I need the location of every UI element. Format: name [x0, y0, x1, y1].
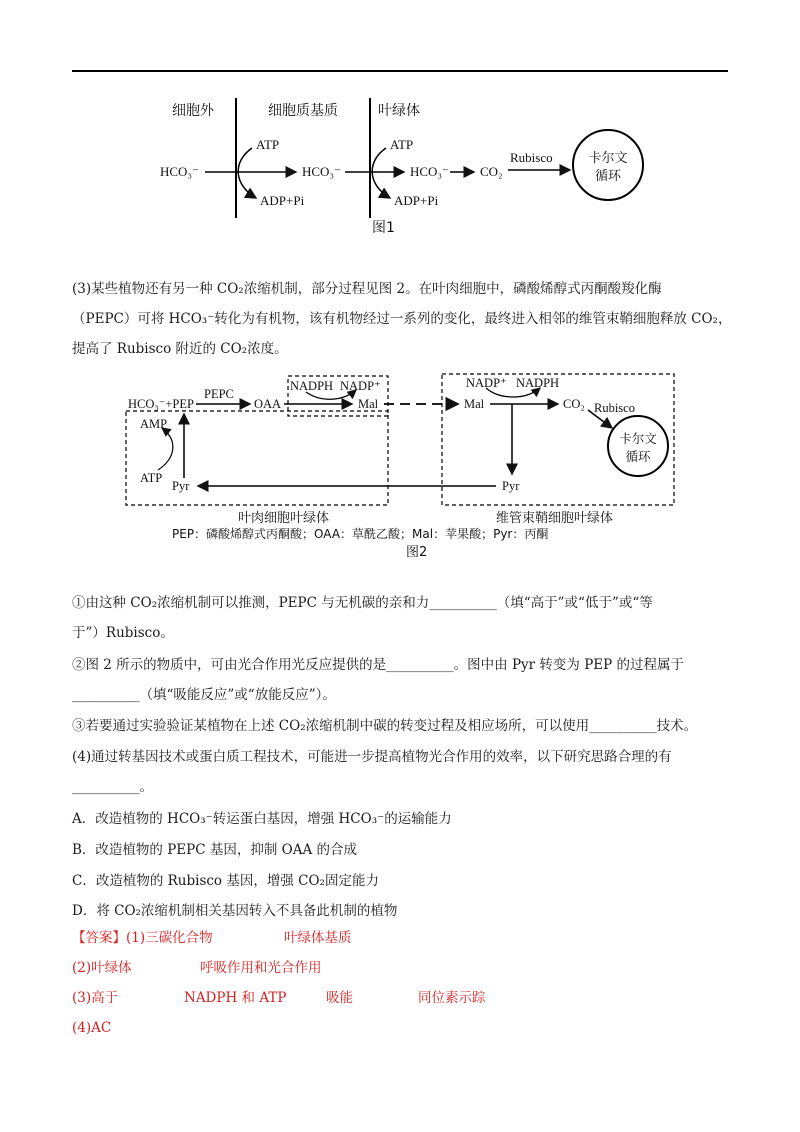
calvin-cycle-2-line1: 卡尔文 — [619, 431, 657, 446]
question-3-line-1: (3)某些植物还有另一种 CO₂浓缩机制，部分过程见图 2。在叶肉细胞中，磷酸烯醇式丙酮酸羧化酶 — [72, 281, 662, 297]
atp-amp-curve — [158, 428, 173, 470]
answer-1a: (1)三碳化合物 — [126, 930, 213, 946]
question-3-line-3: 提高了 Rubisco 附近的 CO₂浓度。 — [72, 341, 288, 357]
answer-4: (4)AC — [72, 1020, 112, 1036]
option-b: B．改造植物的 PEPC 基因，抑制 OAA 的合成 — [72, 842, 358, 858]
atp-label-1: ATP — [256, 137, 280, 152]
mal-left-label: Mal — [358, 397, 379, 411]
answer-3c: 吸能 — [326, 990, 353, 1006]
hco3-cytoplasm: HCO₃⁻ — [302, 164, 341, 179]
rubisco-label: Rubisco — [510, 150, 553, 165]
figure-2-caption: 图2 — [406, 545, 428, 560]
calvin-cycle-circle-2 — [608, 416, 668, 476]
answer-block — [72, 928, 732, 1038]
region-outside-label: 细胞外 — [172, 103, 214, 119]
question-3-line-2: （PEPC）可将 HCO₃⁻转化为有机物，该有机物经过一系列的变化，最终进入相邻的维管束鞘细胞释放 CO₂， — [72, 311, 732, 327]
mal-right-label: Mal — [464, 397, 485, 411]
amp-label: AMP — [140, 417, 168, 431]
answer-3d: 同位素示踪 — [418, 990, 486, 1006]
nadp-left-label: NADP⁺ — [340, 379, 381, 393]
figure-2-legend: PEP：磷酸烯醇式丙酮酸；OAA：草酰乙酸；Mal：苹果酸；Pyr：丙酮 — [172, 527, 549, 541]
header-rule — [72, 70, 728, 72]
pyr-left-label: Pyr — [172, 479, 190, 493]
oaa-label: OAA — [254, 397, 282, 411]
pepc-label: PEPC — [204, 387, 234, 401]
region-chloroplast-label: 叶绿体 — [378, 103, 420, 119]
nadp-right-label: NADP⁺ — [466, 376, 507, 390]
calvin-cycle-line1: 卡尔文 — [588, 151, 628, 166]
mesophyll-label: 叶肉细胞叶绿体 — [238, 511, 330, 526]
option-d: D．将 CO₂浓缩机制相关基因转入不具备此机制的植物 — [72, 903, 398, 919]
energy-curve-2 — [372, 148, 390, 198]
co2-product: CO₂ — [480, 164, 503, 179]
answer-3b: NADPH 和 ATP — [184, 990, 287, 1006]
nadph-left-label: NADPH — [290, 379, 334, 393]
answer-1b: 叶绿体基质 — [284, 930, 352, 946]
rubisco-label-2: Rubisco — [594, 401, 635, 415]
subquestion-3: ③若要通过实验验证某植物在上述 CO₂浓缩机制中碳的转变过程及相应场所，可以使用__________技术。 — [72, 718, 698, 734]
atp-label-2: ATP — [390, 137, 414, 152]
hco3-outside: HCO₃⁻ — [160, 164, 199, 179]
answer-label: 【答案】 — [72, 930, 126, 946]
subquestion-2-line-2: __________（填“吸能反应”或“放能反应”）。 — [72, 687, 336, 703]
question-4-line-1: (4)通过转基因技术或蛋白质工程技术，可能进一步提高植物光合作用的效率，以下研究思路合理的有 — [72, 749, 672, 765]
subquestion-2-line-1: ②图 2 所示的物质中，可由光合作用光反应提供的是__________。图中由 Pyr 转变为 PEP 的过程属于 — [72, 657, 685, 673]
answer-2a: (2)叶绿体 — [72, 960, 132, 976]
adp-label-2: ADP+Pi — [394, 193, 439, 208]
nadph-right-label: NADPH — [516, 376, 560, 390]
pyr-right-label: Pyr — [502, 479, 520, 493]
figure-2 — [0, 366, 800, 571]
calvin-cycle-2-line2: 循环 — [625, 449, 651, 464]
bundle-sheath-label: 维管束鞘细胞叶绿体 — [496, 511, 614, 526]
energy-curve-1 — [238, 148, 256, 198]
figure-1-caption: 图1 — [372, 220, 395, 236]
hco3-pep-label: HCO₃⁻+PEP — [128, 397, 194, 411]
question-4-line-2: __________。 — [72, 779, 153, 795]
atp-label-fig2: ATP — [140, 471, 163, 485]
option-a: A．改造植物的 HCO₃⁻转运蛋白基因，增强 HCO₃⁻的运输能力 — [72, 811, 452, 827]
calvin-cycle-line2: 循环 — [594, 169, 622, 184]
hco3-chloroplast: HCO₃⁻ — [410, 164, 449, 179]
subquestion-1-line-1: ①由这种 CO₂浓缩机制可以推测，PEPC 与无机碳的亲和力__________（填“高于”或“低于”或“等 — [72, 595, 653, 611]
region-cytoplasm-label: 细胞质基质 — [268, 103, 338, 119]
subquestion-1-line-2: 于”）Rubisco。 — [72, 625, 174, 641]
figure-1 — [0, 90, 800, 240]
answer-3a: (3)高于 — [72, 990, 119, 1006]
adp-label-1: ADP+Pi — [260, 193, 305, 208]
option-c: C．改造植物的 Rubisco 基因，增强 CO₂固定能力 — [72, 873, 379, 889]
co2-label: CO₂ — [563, 397, 585, 411]
answer-2b: 呼吸作用和光合作用 — [200, 960, 322, 976]
